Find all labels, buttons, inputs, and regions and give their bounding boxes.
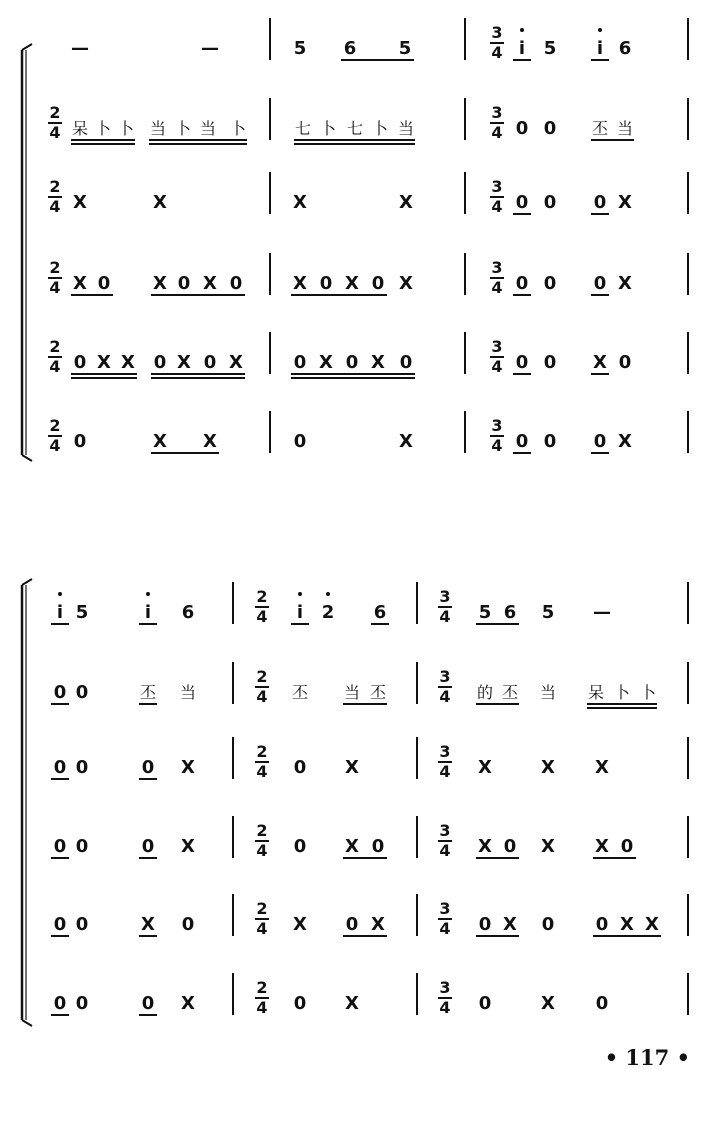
note-token: 6 xyxy=(181,602,195,623)
percussion-syllable: 丕 xyxy=(139,683,157,702)
note-token: 0 xyxy=(543,273,557,294)
rhythm-x: X xyxy=(177,352,191,373)
note-token: 0 xyxy=(53,836,67,857)
note-token: 0 xyxy=(371,273,385,294)
percussion-syllable: 卜 xyxy=(371,119,389,138)
note-token: — xyxy=(593,602,611,623)
rhythm-x: X xyxy=(541,993,555,1014)
note-token: 0 xyxy=(543,118,557,139)
note-token: 5 xyxy=(478,602,492,623)
rhythm-x: X xyxy=(595,836,609,857)
time-signature-3-4-numerator: 3 xyxy=(439,742,451,761)
note-token: 0 xyxy=(75,682,89,703)
note-token: 0 xyxy=(153,352,167,373)
rhythm-x: X xyxy=(229,352,243,373)
percussion-syllable: 当 xyxy=(179,683,197,702)
note-token: 5 xyxy=(541,602,555,623)
time-signature-2-4-denominator: 4 xyxy=(49,123,61,142)
note-token: 6 xyxy=(373,602,387,623)
time-signature-2-4-numerator: 2 xyxy=(256,587,268,606)
rhythm-x: X xyxy=(293,192,307,213)
time-signature-3-4-denominator: 4 xyxy=(491,123,503,142)
octave-dot xyxy=(58,592,62,596)
time-signature-3-4-denominator: 4 xyxy=(439,919,451,938)
rhythm-x: X xyxy=(503,914,517,935)
note-token: 6 xyxy=(618,38,632,59)
rhythm-x: X xyxy=(141,914,155,935)
note-token: 0 xyxy=(503,836,517,857)
rhythm-x: X xyxy=(399,273,413,294)
time-signature-2-4-numerator: 2 xyxy=(49,258,61,277)
note-token: 0 xyxy=(593,431,607,452)
note-token: 0 xyxy=(478,914,492,935)
percussion-syllable: 卜 xyxy=(639,683,657,702)
rhythm-x: X xyxy=(203,431,217,452)
percussion-syllable: 当 xyxy=(199,119,217,138)
rhythm-x: X xyxy=(293,914,307,935)
time-signature-2-4-denominator: 4 xyxy=(256,919,268,938)
note-token: 0 xyxy=(141,993,155,1014)
percussion-syllable: 的 xyxy=(476,683,494,702)
rhythm-x: X xyxy=(153,431,167,452)
rhythm-x: X xyxy=(319,352,333,373)
note-token: 0 xyxy=(593,192,607,213)
percussion-syllable: 当 xyxy=(397,119,415,138)
rhythm-x: X xyxy=(371,914,385,935)
rhythm-x: X xyxy=(593,352,607,373)
time-signature-2-4-denominator: 4 xyxy=(256,607,268,626)
rhythm-x: X xyxy=(153,192,167,213)
note-token: 0 xyxy=(345,914,359,935)
percussion-syllable: 卜 xyxy=(174,119,192,138)
note-token: 5 xyxy=(293,38,307,59)
note-token: 0 xyxy=(515,192,529,213)
time-signature-3-4-denominator: 4 xyxy=(439,841,451,860)
note-token: 0 xyxy=(620,836,634,857)
time-signature-3-4-denominator: 4 xyxy=(439,762,451,781)
time-signature-3-4-numerator: 3 xyxy=(439,899,451,918)
time-signature-3-4-numerator: 3 xyxy=(491,416,503,435)
note-token: 0 xyxy=(53,993,67,1014)
rhythm-x: X xyxy=(345,757,359,778)
time-signature-3-4-denominator: 4 xyxy=(439,607,451,626)
octave-dot xyxy=(598,28,602,32)
rhythm-x: X xyxy=(181,757,195,778)
note-token: 0 xyxy=(515,352,529,373)
system-bracket-cap xyxy=(22,455,32,461)
note-token: 0 xyxy=(515,431,529,452)
octave-dot xyxy=(298,592,302,596)
note-token: 5 xyxy=(543,38,557,59)
time-signature-2-4-numerator: 2 xyxy=(256,899,268,918)
percussion-syllable: 丕 xyxy=(291,683,309,702)
time-signature-3-4-numerator: 3 xyxy=(491,337,503,356)
note-token: 5 xyxy=(75,602,89,623)
note-token: 0 xyxy=(345,352,359,373)
time-signature-2-4-denominator: 4 xyxy=(49,278,61,297)
time-signature-3-4-denominator: 4 xyxy=(491,43,503,62)
time-signature-3-4-numerator: 3 xyxy=(439,587,451,606)
time-signature-2-4-numerator: 2 xyxy=(256,667,268,686)
rhythm-x: X xyxy=(181,836,195,857)
time-signature-3-4-numerator: 3 xyxy=(439,978,451,997)
rhythm-x: X xyxy=(121,352,135,373)
note-token: 0 xyxy=(515,273,529,294)
note-token: 0 xyxy=(543,352,557,373)
percussion-syllable: 卜 xyxy=(319,119,337,138)
note-token: 0 xyxy=(141,757,155,778)
time-signature-2-4-numerator: 2 xyxy=(49,416,61,435)
rhythm-x: X xyxy=(618,273,632,294)
time-signature-3-4-numerator: 3 xyxy=(491,177,503,196)
note-token: 0 xyxy=(53,914,67,935)
note-token: 0 xyxy=(97,273,111,294)
rhythm-x: X xyxy=(541,757,555,778)
note-token: 0 xyxy=(293,836,307,857)
rhythm-x: X xyxy=(478,836,492,857)
time-signature-3-4-denominator: 4 xyxy=(439,687,451,706)
note-token: 0 xyxy=(543,192,557,213)
rhythm-x: X xyxy=(478,757,492,778)
rhythm-x: X xyxy=(153,273,167,294)
octave-dot xyxy=(520,28,524,32)
time-signature-2-4-denominator: 4 xyxy=(49,436,61,455)
note-token: 0 xyxy=(618,352,632,373)
note-token: 0 xyxy=(177,273,191,294)
time-signature-2-4-denominator: 4 xyxy=(49,357,61,376)
time-signature-3-4-denominator: 4 xyxy=(491,357,503,376)
octave-dot xyxy=(326,592,330,596)
percussion-syllable: 当 xyxy=(616,119,634,138)
note-token: 0 xyxy=(478,993,492,1014)
percussion-syllable: 卜 xyxy=(94,119,112,138)
rhythm-x: X xyxy=(620,914,634,935)
time-signature-2-4-denominator: 4 xyxy=(49,197,61,216)
note-token: 0 xyxy=(543,431,557,452)
note-token: 6 xyxy=(503,602,517,623)
note-token: i xyxy=(296,602,304,623)
note-token: 0 xyxy=(53,757,67,778)
note-token: 0 xyxy=(293,993,307,1014)
time-signature-2-4-denominator: 4 xyxy=(256,841,268,860)
note-token: 0 xyxy=(595,914,609,935)
time-signature-2-4-numerator: 2 xyxy=(256,821,268,840)
note-token: 0 xyxy=(371,836,385,857)
system-bracket-cap xyxy=(22,1020,32,1026)
rhythm-x: X xyxy=(345,993,359,1014)
rhythm-x: X xyxy=(97,352,111,373)
note-token: 0 xyxy=(595,993,609,1014)
time-signature-3-4-numerator: 3 xyxy=(491,258,503,277)
note-token: 0 xyxy=(73,431,87,452)
note-token: 0 xyxy=(293,352,307,373)
time-signature-3-4-numerator: 3 xyxy=(491,23,503,42)
time-signature-2-4-numerator: 2 xyxy=(49,103,61,122)
percussion-syllable: 丕 xyxy=(501,683,519,702)
rhythm-x: X xyxy=(399,192,413,213)
note-token: — xyxy=(71,38,89,59)
note-token: 0 xyxy=(75,757,89,778)
page-number: • 117 • xyxy=(604,1045,690,1070)
note-token: 0 xyxy=(73,352,87,373)
percussion-syllable: 七 xyxy=(346,119,364,138)
rhythm-x: X xyxy=(293,273,307,294)
rhythm-x: X xyxy=(203,273,217,294)
note-token: 0 xyxy=(593,273,607,294)
rhythm-x: X xyxy=(181,993,195,1014)
note-token: 6 xyxy=(343,38,357,59)
note-token: 0 xyxy=(293,757,307,778)
rhythm-x: X xyxy=(345,836,359,857)
time-signature-3-4-numerator: 3 xyxy=(491,103,503,122)
note-token: — xyxy=(201,38,219,59)
rhythm-x: X xyxy=(73,273,87,294)
percussion-syllable: 当 xyxy=(149,119,167,138)
note-token: 0 xyxy=(75,836,89,857)
time-signature-3-4-numerator: 3 xyxy=(439,667,451,686)
note-token: 2 xyxy=(321,602,335,623)
note-token: 0 xyxy=(229,273,243,294)
rhythm-x: X xyxy=(595,757,609,778)
note-token: 0 xyxy=(541,914,555,935)
note-token: i xyxy=(596,38,604,59)
time-signature-2-4-numerator: 2 xyxy=(256,742,268,761)
rhythm-x: X xyxy=(371,352,385,373)
rhythm-x: X xyxy=(618,192,632,213)
percussion-syllable: 丕 xyxy=(591,119,609,138)
note-token: 0 xyxy=(181,914,195,935)
percussion-syllable: 呆 xyxy=(71,119,89,138)
note-token: i xyxy=(518,38,526,59)
time-signature-3-4-numerator: 3 xyxy=(439,821,451,840)
note-token: 0 xyxy=(515,118,529,139)
rhythm-x: X xyxy=(645,914,659,935)
note-token: 0 xyxy=(75,993,89,1014)
percussion-syllable: 当 xyxy=(343,683,361,702)
time-signature-2-4-numerator: 2 xyxy=(49,177,61,196)
rhythm-x: X xyxy=(345,273,359,294)
percussion-syllable: 卜 xyxy=(613,683,631,702)
time-signature-2-4-denominator: 4 xyxy=(256,998,268,1017)
time-signature-3-4-denominator: 4 xyxy=(491,278,503,297)
system-bracket-cap xyxy=(22,579,32,585)
percussion-syllable: 当 xyxy=(539,683,557,702)
rhythm-x: X xyxy=(73,192,87,213)
percussion-syllable: 呆 xyxy=(587,683,605,702)
note-token: i xyxy=(144,602,152,623)
rhythm-x: X xyxy=(399,431,413,452)
percussion-syllable: 卜 xyxy=(229,119,247,138)
note-token: 0 xyxy=(293,431,307,452)
percussion-syllable: 卜 xyxy=(117,119,135,138)
note-token: 0 xyxy=(141,836,155,857)
note-token: 0 xyxy=(203,352,217,373)
note-token: 0 xyxy=(399,352,413,373)
time-signature-2-4-numerator: 2 xyxy=(256,978,268,997)
note-token: 0 xyxy=(319,273,333,294)
time-signature-3-4-denominator: 4 xyxy=(491,197,503,216)
note-token: i xyxy=(56,602,64,623)
octave-dot xyxy=(146,592,150,596)
rhythm-x: X xyxy=(618,431,632,452)
time-signature-3-4-denominator: 4 xyxy=(491,436,503,455)
system-bracket-cap xyxy=(22,44,32,50)
time-signature-2-4-denominator: 4 xyxy=(256,687,268,706)
time-signature-3-4-denominator: 4 xyxy=(439,998,451,1017)
percussion-syllable: 丕 xyxy=(369,683,387,702)
note-token: 0 xyxy=(75,914,89,935)
note-token: 0 xyxy=(53,682,67,703)
note-token: 5 xyxy=(398,38,412,59)
rhythm-x: X xyxy=(541,836,555,857)
time-signature-2-4-denominator: 4 xyxy=(256,762,268,781)
percussion-syllable: 七 xyxy=(294,119,312,138)
time-signature-2-4-numerator: 2 xyxy=(49,337,61,356)
